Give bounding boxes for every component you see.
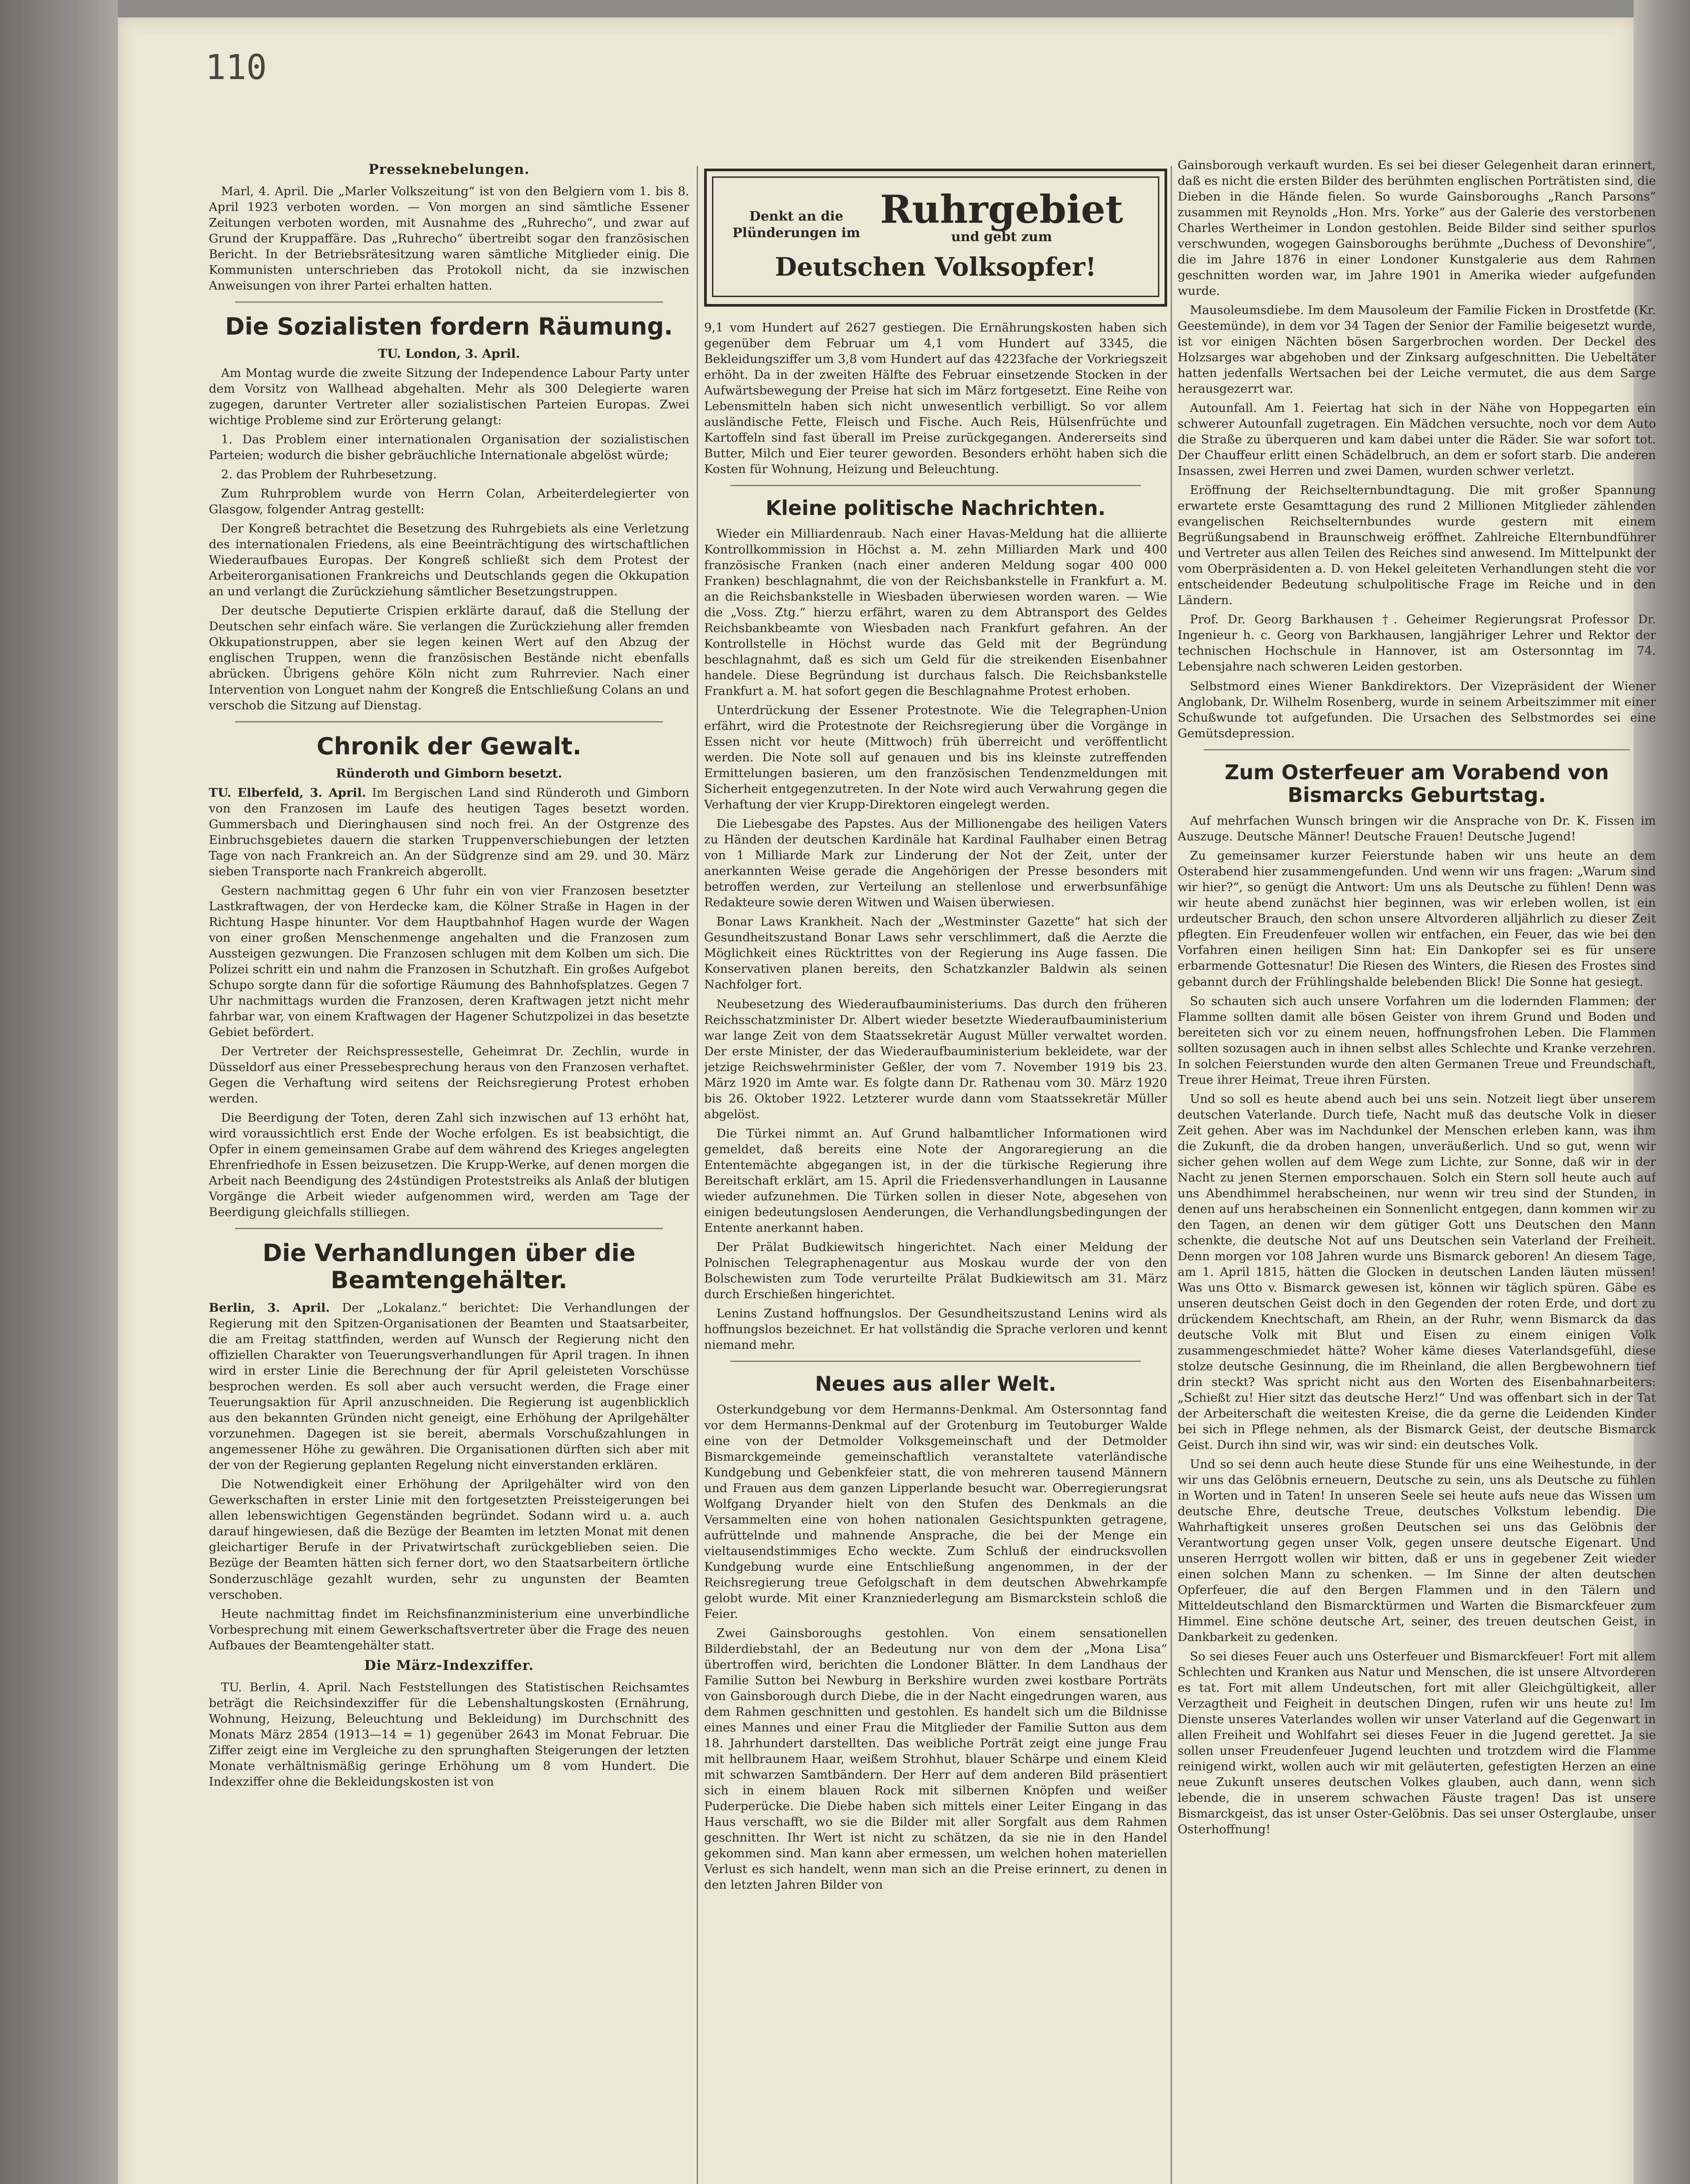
article-divider: [235, 721, 663, 722]
article-headline: Neues aus aller Welt.: [815, 1372, 1057, 1396]
article-dateline: TU. London, 3. April.: [378, 346, 520, 361]
article-paragraph: Osterkundgebung vor dem Hermanns-Denkmal. Am Ostersonntag fand vor dem Hermanns-Denkmal auf der Grotenburg im Teutoburger Walde eine von der Detmolder Volksgemeinschaft und der Detmolder Bismarckgemeinde gemeinschaftlich veranstaltete vaterländische Kundgebung und Gebenkfeier statt, die von mehreren tausend Männern und Frauen aus dem ganzen Lipperlande besucht war. Oberregierungsrat Wolfgang Dryander hielt von den Stufen des Denkmals an die Versammelten eine von hohen nationalen Gesichtspunkten getragene, aufrüttelnde und mahnende Ansprache, die bei der Menge ein vieltausendstimmiges Echo weckte. Zum Schluß der eindrucksvollen Kundgebung wurde eine Entschließung angenommen, in der der Reichsregierung treue Gefolgschaft in dem deutschen Abwehrkampfe gelobt wurde. Mit einer Kranzniederlegung am Bismarckstein schloß die Feier.: [704, 1402, 1167, 1621]
column-divider: [1171, 166, 1172, 2184]
article-paragraph: 2. das Problem der Ruhrbesetzung.: [221, 467, 437, 482]
article-headline: Kleine politische Nachrichten.: [765, 496, 1106, 520]
advert-frame: [712, 176, 1159, 297]
article-paragraph: Zwei Gainsboroughs gestohlen. Von einem sensationellen Bilderdiebstahl, der an Bedeutung nur von dem der „Mona Lisa“ übertroffen wird, berichten die Londoner Blätter. In dem Landhaus der Familie Sutton bei Newburg in Berkshire wurden zwei kostbare Porträts von Gainsborough durch Diebe, die in der Nacht eingedrungen waren, aus dem Rahmen geschnitten und gestohlen. Es handelt sich um die Bildnisse eines Mannes und einer Frau die Mitglieder der Familie Sutton aus dem 18. Jahrhundert darstellten. Das weibliche Porträt zeigt eine junge Frau mit hellbraunem Haar, weißem Strohhut, blauer Schärpe und einem Kleid mit schwarzen Samtbändern. Der Herr auf dem anderen Bild präsentiert sich in einem blauen Rock mit silbernen Knöpfen und weißer Puderperücke. Die Diebe haben sich mittels einer Leiter Eingang in das Haus verschafft, wo sie die Bilder mit aller Sorgfalt aus dem Rahmen geschnitten. Ihr Wert ist nicht zu schätzen, da sie nie in den Handel gekommen sind. Man kann aber ermessen, um welchen hohen materiellen Verlust es sich handelt, wenn man sich an die Preise erinnert, zu denen in den letzten Jahren Bilder von: [704, 1626, 1167, 1892]
article-body: Gainsborough verkauft wurden. Es sei bei dieser Gelegenheit daran erinnert, daß es nicht die ersten Bilder des berühmten englischen Porträtisten sind, die Dieben in die Hände fielen. So wurde Gainsboroughs „Ranch Parsons“ zusammen mit Reynolds „Hon. Mrs. Yorke“ aus der Galerie des verstorbenen Charles Wertheimer in London gestohlen. Beide Bilder sind seither spurlos verschwunden, wogegen Gainsboroughs berühmte „Duchess of Devonshire“, die im Jahre 1876 in einer Londoner Kunstgalerie aus dem Rahmen geschnitten worden war, im Jahre 1901 in Amerika wieder aufgefunden wurde.: [1178, 158, 1656, 298]
column-left: [209, 157, 689, 2184]
section-kicker: Presseknebelungen.: [368, 162, 530, 177]
article-paragraph: Heute nachmittag findet im Reichsfinanzministerium eine unverbindliche Vorbesprechung mit einem Gewerkschaftsvertreter über die Frage des neuen Aufbaues der Beamtengehälter statt.: [209, 1607, 689, 1652]
advert-small-text: Denkt an die Plünderungen im: [732, 209, 861, 241]
article-paragraph: Der Kongreß betrachtet die Besetzung des Ruhrgebiets als eine Verletzung des internationalen Friedens, als eine Beeinträchtigung des wirtschaftlichen Wiederaufbaues Europas. Der Kongreß schließt sich dem Protest der Arbeiterorganisationen Frankreichs und Deutschlands gegen die Okkupation an und verlangt die Zurückziehung sämtlicher Besetzungstruppen.: [209, 522, 689, 599]
article-headline: Die Verhandlungen über die Beamtengehälter.: [263, 1239, 636, 1294]
article-divider: [1204, 749, 1630, 750]
advert-middle-text: und gebt zum: [951, 229, 1052, 245]
news-item: Eröffnung der Reichselternbundtagung. Die mit großer Spannung erwartete erste Gesamttagung des rund 2 Millionen Mitglieder zählenden evangelischen Reichselternbundes wurde gestern mit einem Begrüßungsabend in Braunschweig eröffnet. Zahlreiche Elternbundführer und Vertreter aus allen Teilen des Reiches sind anwesend. Im Mittelpunkt der vom Oberpräsidenten a. D. von Hekel geleiteten Verhandlungen steht die vor entscheidender Bedeutung schulpolitische Frage im Reiche und in den Ländern.: [1178, 483, 1656, 608]
article-text: Im Bergischen Land sind Ründeroth und Gimborn von den Franzosen im Laufe des heutigen Tages besetzt worden. Gummersbach und Dieringhausen sind noch frei. An der Ostgrenze des Einbruchsgebietes dauern die starken Truppenverschiebungen der letzten Tage von nach Frankreich an. An der Südgrenze sind am 29. und 30. März sieben Transporte nach Frankreich abgerollt.: [209, 785, 689, 878]
article-paragraph: So sei dieses Feuer auch uns Osterfeuer und Bismarckfeuer! Fort mit allem Schlechten und Kranken aus Natur und Menschen, die ist unsere Altvorderen es tat. Fort mit allem Undeutschen, fort mit aller Gleichgültigkeit, aller Verzagtheit und Feigheit in deutschen Dingen, rufen wir uns heute zu! Im Dienste unseres Vaterlandes wollen wir unser Vaterland auf die Gegenwart in allen Freiheit und Wohlfahrt sei dieses Feuer in die Jugend gerettet. Ja sie sollen unser Freudenfeuer Jugend leuchten und trotzdem wird die Flamme reinigend wirkt, wollen auch wir mit geläuterten, gefestigten Herzen an eine neue Zukunft unseres deutschen Volkes glauben, auch dann, wenn sich lebende, die in unserem schwachen Fäuste tragen! Das ist unsere Bismarckgeist, das ist unser Oster-Gelöbnis. Das sei unser Osterglaube, unser Osterhoffnung!: [1178, 1649, 1656, 1837]
article-paragraph: Die Beerdigung der Toten, deren Zahl sich inzwischen auf 13 erhöht hat, wird voraussichtlich erst Ende der Woche erfolgen. Es ist beabsichtigt, die Opfer in einem gemeinsamen Grabe auf dem während des Krieges angelegten Ehrenfriedhofe in Essen beizusetzen. Die Krupp-Werke, auf denen morgen die Arbeit nach Beendigung des 24stündigen Proteststreiks als Anlaß der blutigen Vorgänge die Arbeit wieder aufgenommen wird, werden am Tage der Beerdigung gleichfalls stilliegen.: [209, 1110, 689, 1220]
advert-box: [704, 169, 1167, 307]
article-body: 9,1 vom Hundert auf 2627 gestiegen. Die Ernährungskosten haben sich gegenüber dem Februar um 4,1 vom Hundert auf 3345, die Bekleidungsziffer um 3,8 vom Hundert auf das 4223fache der Vorkriegszeit erhöht. Da in der zweiten Hälfte des Februar einsetzende Stocken in der Aufwärtsbewegung der Preise hat sich im März fortgesetzt. Eine Reihe von Lebensmitteln haben sich nicht unwesentlich verbilligt. So vor allem ausländische Fette, Fleisch und Fische. Auch Reis, Hülsenfrüchte und Kartoffeln sind fast überall im Preise zurückgegangen. Andererseits sind Butter, Milch und Eier teurer geworden. Besonders erhöht haben sich die Kosten für Wohnung, Heizung und Beleuchtung.: [704, 321, 1167, 477]
news-item: Autounfall. Am 1. Feiertag hat sich in der Nähe von Hoppegarten ein schwerer Autounfall zugetragen. Ein Mädchen versuchte, noch vor dem Auto die Straße zu überqueren und kam dabei unter die Räder. Sie war sofort tot. Der Chauffeur erlitt einen Schädelbruch, an dem er sofort starb. Die anderen Insassen, zwei Herren und zwei Damen, wurden schwer verletzt.: [1178, 401, 1656, 478]
advert-headline: Ruhrgebiet: [880, 187, 1123, 232]
news-item: Prof. Dr. Georg Barkhausen †. Geheimer Regierungsrat Professor Dr. Ingenieur h. c. Georg von Barkhausen, langjähriger Lehrer und Rektor der technischen Hochschule in Hannover, ist am Ostersonntag im 74. Lebensjahre nach schweren Leiden gestorben.: [1178, 612, 1656, 674]
article-headline: Chronik der Gewalt.: [316, 732, 582, 760]
news-item: Selbstmord eines Wiener Bankdirektors. Der Vizepräsident der Wiener Anglobank, Dr. Wilhelm Rosenberg, wurde in seinem Arbeitszimmer mit einer Schußwunde tot aufgefunden. Die Ursachen des Selbstmordes sei eine Gemütsdepression.: [1178, 679, 1656, 740]
column-middle: [704, 157, 1167, 2184]
article-paragraph: Bonar Laws Krankheit. Nach der „Westminster Gazette“ hat sich der Gesundheitszustand Bonar Laws sehr verschlimmert, daß die Aerzte die Möglichkeit eines Rücktrittes von der Regierung ins Auge fassen. Die Konservativen planen bereits, den Schatzkanzler Baldwin als seinen Nachfolger fort.: [704, 915, 1167, 992]
article-divider: [235, 301, 663, 303]
article-headline: Zum Osterfeuer am Vorabend von Bismarcks Geburtstag.: [1224, 760, 1609, 807]
article-divider: [235, 1228, 663, 1229]
article-paragraph: Neubesetzung des Wiederaufbauministeriums. Das durch den früheren Reichsschatzminister Dr. Albert wieder besetzte Wiederaufbauministerium war lange Zeit von dem Staatssekretär August Müller verwaltet worden. Der erste Minister, der das Wiederaufbauministerium bekleidete, war der jetzige Reichswehrminister Geßler, der vom 7. November 1919 bis 23. März 1920 im Amte war. Es folgte dann Dr. Rathenau vom 30. März 1920 bis 26. Oktober 1922. Letzterer wurde dann vom Staatssekretär Müller abgelöst.: [704, 997, 1167, 1121]
news-item: Mausoleumsdiebe. Im dem Mausoleum der Familie Ficken in Drostfetde (Kr. Geestemünde), in dem vor 34 Tagen der Senior der Familie beigesetzt wurde, ist vor einigen Nächten bösen Sargerbrochen worden. Der Deckel des Holzsarges war abgehoben und der Zinksarg aufgeschnitten. Die Uebeltäter hatten jedenfalls Wertsachen bei der Leiche vermutet, die aus dem Sarge herausgezerrt war.: [1178, 303, 1656, 396]
article-paragraph: Die Notwendigkeit einer Erhöhung der Aprilgehälter wird von den Gewerkschaften in erster Linie mit den fortgesetzten Preissteigerungen bei allen lebenswichtigen Gegenständen begründet. Sodann wird u. a. auch darauf hingewiesen, daß die Bezüge der Beamten im letzten Monat mit denen gleichartiger Berufe in der Privatwirtschaft zurückgeblieben seien. Die Bezüge der Beamten hätten sich ferner dort, wo den Staatsarbeitern örtliche Sonderzuschläge gezahlt wurden, sehr zu ungunsten der Beamten verschoben.: [209, 1477, 689, 1602]
article-subheadline: Ründeroth und Gimborn besetzt.: [336, 766, 562, 781]
article-paragraph: Unterdrückung der Essener Protestnote. Wie die Telegraphen-Union erfährt, wird die Protestnote der Reichsregierung über die Vorgänge in Essen nicht vor heute (Mittwoch) früh überreicht und veröffentlicht werden. Die Note soll auf genauen und bis ins kleinste zutreffenden Ermittelungen basieren, um den französischen Tendenzmeldungen mit Sicherheit entgegenzutreten. In der Note wird auch Verwahrung gegen die Verhaftung der vier Krupp-Direktoren eingelegt werden.: [704, 703, 1167, 812]
article-paragraph: Die Liebesgabe des Papstes. Aus der Millionengabe des heiligen Vaters zu Händen der deutschen Kardinäle hat Kardinal Faulhaber einen Betrag von 1 Milliarde Mark zur Linderung der Not der Zeit, unter der anerkannten Weise gerade die Angehörigen der Presse besonders mit betroffen werden, zur Verteilung an stellenlose und erwerbsunfähige Redakteure sowie deren Witwen und Waisen überwiesen.: [704, 817, 1167, 910]
article-divider: [730, 1361, 1141, 1362]
article-paragraph: Auf mehrfachen Wunsch bringen wir die Ansprache von Dr. K. Fissen im Auszuge. Deutsche Männer! Deutsche Frauen! Deutsche Jugend!: [1178, 814, 1656, 844]
article-paragraph: Am Montag wurde die zweite Sitzung der Independence Labour Party unter dem Vorsitz von Wallhead abgehalten. Mehr als 300 Delegierte waren zugegen, darunter Vertreter aller sozialistischen Parteien Europas. Zwei wichtige Probleme sind zur Erörterung gelangt:: [209, 366, 689, 428]
article-paragraph: Der deutsche Deputierte Crispien erklärte darauf, daß die Stellung der Deutschen sehr einfach wäre. Sie verlangen die Zurückziehung aller fremden Okkupationstruppen, aber sie legen keinen Wert auf den Abzug der englischen Truppen, wenn die französischen Bestände nicht ebenfalls abrücken. Übrigens gehöre Köln nicht zum Ruhrrevier. Nach einer Intervention von Longuet nahm der Kongreß die Entschließung Colans an und verschob die Sitzung auf Dienstag.: [209, 604, 689, 712]
article-paragraph: Lenins Zustand hoffnungslos. Der Gesundheitszustand Lenins wird als hoffnungslos bezeichnet. Er hat vollständig die Sprache verloren und kennt niemand mehr.: [704, 1306, 1167, 1352]
article-headline: Die Sozialisten fordern Räumung.: [225, 313, 673, 341]
page-number: 110: [205, 48, 267, 87]
article-paragraph: Der Prälat Budkiewitsch hingerichtet. Nach einer Meldung der Polnischen Telegraphenagentur aus Moskau wurde der von den Bolschewisten zum Tode verurteilte Prälat Budkiewitsch am 31. März durch Erschießen hingerichtet.: [704, 1240, 1167, 1301]
article-dateline: Berlin, 3. April.: [209, 1301, 330, 1315]
advert-slogan: Deutschen Volksopfer!: [775, 252, 1096, 282]
article-dateline: TU. Elberfeld, 3. April.: [209, 785, 366, 800]
article-paragraph: Die Türkei nimmt an. Auf Grund halbamtlicher Informationen wird gemeldet, daß bereits eine Note der Angoraregierung an die Ententemächte abgegangen ist, in der die türkische Regierung ihre Bereitschaft erklärt, am 15. April die Friedensverhandlungen in Lausanne wieder aufzunehmen. Die Türken sollen in dieser Note, abgesehen von einigen bedeutungslosen Aenderungen, die Verhandlungsbedingungen der Entente anerkannt haben.: [704, 1126, 1167, 1235]
article-divider: [730, 485, 1141, 486]
scanner-edge-left: [0, 0, 118, 2184]
article-body: TU. Berlin, 4. April. Nach Feststellungen des Statistischen Reichsamtes beträgt die Reichsindexziffer für die Lebenshaltungskosten (Ernährung, Wohnung, Heizung, Beleuchtung und Bekleidung) im Durchschnitt des Monats März 2854 (1913—14 = 1) gegenüber 2643 im Monat Februar. Die Ziffer zeigt eine im Vergleiche zu den sprunghaften Steigerungen der letzten Monate verhältnismäßig geringe Erhöhung um 8 vom Hundert. Die Indexziffer ohne die Bekleidungskosten ist von: [209, 1680, 689, 1789]
article-paragraph: [209, 785, 689, 879]
article-paragraph: Der Vertreter der Reichspressestelle, Geheimrat Dr. Zechlin, wurde in Düsseldorf aus einer Pressebesprechung heraus von den Franzosen verhaftet. Gegen die Verhaftung wird seitens der Reichsregierung Protest erhoben werden.: [209, 1044, 689, 1106]
column-divider: [697, 166, 698, 2184]
article-paragraph: Zum Ruhrproblem wurde von Herrn Colan, Arbeiterdelegierter von Glasgow, folgender Antrag gestellt:: [209, 487, 689, 517]
article-paragraph: Wieder ein Milliardenraub. Nach einer Havas-Meldung hat die alliierte Kontrollkommission in Höchst a. M. zehn Milliarden Mark und 400 französische Franken (nach einer anderen Meldung sogar 400 000 Franken) beschlagnahmt, die von der Reichsbankstelle in Frankfurt a. M. an die Reichsbankstelle in Wiesbaden überwiesen worden waren. — Wie die „Voss. Ztg.“ hierzu erfährt, waren zu dem Abtransport des Geldes Reichsbankbeamte von Wiesbaden nach Frankfurt gefahren. An der Kontrollstelle in Höchst wurde das Geld mit der Begründung beschlagnahmt, daß es sich um Geld für die streikenden Eisenbahner handele. Diese Begründung ist durchaus falsch. Die Reichsbankstelle Frankfurt a. M. hat sofort gegen die Beschlagnahme Protest erhoben.: [704, 527, 1167, 698]
article-paragraph: Zu gemeinsamer kurzer Feierstunde haben wir uns heute an dem Osterabend hier zusammengefunden. Und wenn wir uns fragen: „Warum sind wir hier?“, so genügt die Antwort: Um uns als Deutsche zu fühlen! Denn was wir heute abend zunächst hier beginnen, was wir erleben wollen, ist ein urdeutscher Brauch, den schon unsere Altvorderen alljährlich zu dieser Zeit pflegten. Ein Freudenfeuer wollen wir entfachen, ein Feuer, das wie bei den Vorfahren einen heiligen Sinn hat: Ein Dankopfer sei es für unsere erbarmende Gottesnatur! Die Riesen des Winters, die Riesen des Frostes sind gebannt durch der Frühlingshalde belebenden Blick! Die Sonne hat gesiegt.: [1178, 849, 1656, 989]
article-paragraph: 1. Das Problem einer internationalen Organisation der sozialistischen Parteien; wodurch die bisher gebräuchliche Internationale abgelöst würde;: [209, 432, 689, 463]
article-paragraph: So schauten sich auch unsere Vorfahren um die lodernden Flammen; der Flamme sollten damit alle bösen Geister von ihrem Grund und Boden und bereiteten sich vor zu einem neuen, hoffnungsfrohen Leben. Die Flammen sollten sozusagen auch in ihnen selbst alles Schlechte und Kranke verzehren. In solchen Feierstunden wurde den alten Germanen Treue und Freundschaft, Treue ihrer Heimat, Treue ihren Fürsten.: [1178, 994, 1656, 1087]
column-right: [1178, 157, 1656, 2184]
article-paragraph: Gestern nachmittag gegen 6 Uhr fuhr ein von vier Franzosen besetzter Lastkraftwagen, der von Herdecke kam, die Kölner Straße in Hagen in der Richtung Haspe hinunter. Vor dem Hauptbahnhof Hagen wurde der Wagen von einer großen Menschenmenge angehalten und die Franzosen zum Aussteigen gezwungen. Die Franzosen schlugen mit dem Kolben um sich. Die Polizei schritt ein und nahm die Franzosen in Schutzhaft. Ein großes Aufgebot Schupo sorgte dann für die sofortige Räumung des Bahnhofsplatzes. Gegen 7 Uhr nachmittags wurden die Franzosen, deren Kraftwagen jetzt nicht mehr fahrbar war, von einem Kraftwagen der Hagener Schutzpolizei in das besetzte Gebiet befördert.: [209, 883, 689, 1039]
article-paragraph: [209, 1300, 689, 1473]
section-kicker: Die März-Indexziffer.: [364, 1657, 534, 1673]
article-paragraph: Und so sei denn auch heute diese Stunde für uns eine Weihestunde, in der wir uns das Gelöbnis erneuern, Deutsche zu sein, uns als Deutsche zu fühlen in Worten und in Taten! In unseren Seele sei heute aufs neue das Wissen um deutsche Ehre, deutsche Treue, deutsches Volkstum lebendig. Die Wahrhaftigkeit unseres großen Deutschen sei uns das Gelöbnis der Verantwortung gegen unser Volk, gegen unsere deutsche Eigenart. Und unseren Herrgott wollen wir bitten, daß er uns in gegebener Zeit wieder einen solchen Mann zu schenken. — Im Sinne der alten deutschen Opferfeuer, die auf den Bergen Flammen und in den Tälern und Mitteldeutschland den Bismarcktürmen und Warten die Bismarckfeuer zum Himmel. Eine schöne deutsche Art, seiner, des treuen deutschen Geist, in Dankbarkeit zu gedenken.: [1178, 1457, 1656, 1645]
article-text: Der „Lokalanz.“ berichtet: Die Verhandlungen der Regierung mit den Spitzen-Organisationen der Beamten und Staatsarbeiter, die am Freitag stattfinden, werden auf Wunsch der Regierung nicht den offiziellen Charakter von Teuerungsverhandlungen für April tragen. In ihnen wird in erster Linie die Berechnung der für April geleisteten Vorschüsse besprochen werden. Es soll aber auch versucht werden, die Frage einer Teuerungsaktion für April anzuschneiden. Die Regierung ist augenblicklich aus den bekannten Gründen nicht geneigt, eine Erhöhung der Aprilgehälter vorzunehmen. Dagegen ist sie bereit, abermals Vorschußzahlungen in angemessener Höhe zu gewähren. Die Organisationen dürften sich aber mit der von der Regierung geplanten Regelung nicht einverstanden erklären.: [209, 1301, 689, 1472]
article-paragraph: Und so soll es heute abend auch bei uns sein. Notzeit liegt über unserem deutschen Vaterlande. Durch tiefe, Nacht muß das deutsche Volk in dieser Zeit gehen. Aber was im Nachdunkel der Menschen erleben kann, was ihm die Zukunft, die da droben hangen, unveräußerlich. Und so gut, wenn wir sicher gehen wollen auf dem Wege zum Lichte, zur Sonne, daß wir in der Nacht zu jenen Sternen emporschauen. Solch ein Stern soll heute auch auf uns Abendhimmel herabscheinen, nur wenn wir treu sind der Stunden, in denen auf uns herabscheinen ein Sonnenlicht entgegen, dann kommen wir zu den Tagen, an denen wir dem gütiger Gott uns Deutschen den Mann schenkte, die deutsche Not auf uns Deutschen sein Vaterland der Freiheit. Denn morgen vor 108 Jahren wurde uns Bismarck geboren! An diesem Tage, am 1. April 1815, hätten die Glocken in deutschen Landen läuten müssen! Was uns Otto v. Bismarck gewesen ist, können wir täglich spüren. Gäbe es unseren deutschen Geist doch in den Gegenden der roten Erde, und dort zu drückendem Knechtschaft, am Rhein, an der Ruhr, wenn Bismarck da das deutsche Volk mit Blut und Eisen zu einem einigen Volk zusammengeschmiedet hätte? Woher käme dieses Vaterlandsgefühl, diese stolze deutsche Gesinnung, die im Rheinland, die allen Bergbewohnern tief drin steckt? Was spricht nicht aus den Worten des Eisenbahnarbeiters: „Schießt zu! Hier sitzt das deutsche Herz!“ Und was offenbart sich in der Tat der Arbeiterschaft die weitesten Kreise, die da gerne die Leidenden Kinder bei sich in Pflege nehmen, als der Bismarck Geist, der deutsche Bismarck Geist. Durch ihn sind wir, was wir sind: ein deutsches Volk.: [1178, 1092, 1656, 1452]
article-body: Marl, 4. April. Die „Marler Volkszeitung“ ist von den Belgiern vom 1. bis 8. April 1923 verboten worden. — Von morgen an sind sämtliche Essener Zeitungen verboten worden, mit Ausnahme des „Ruhrecho“, und zwar auf Grund der Kruppaffäre. Das „Ruhrecho“ übertreibt sogar den französischen Bericht. In der Betriebsrätesitzung waren sämtliche Mitglieder einig. Die Kommunisten unterschrieben das Protokoll nicht, da sie inzwischen Anweisungen von ihrer Partei erhalten hatten.: [209, 184, 689, 293]
